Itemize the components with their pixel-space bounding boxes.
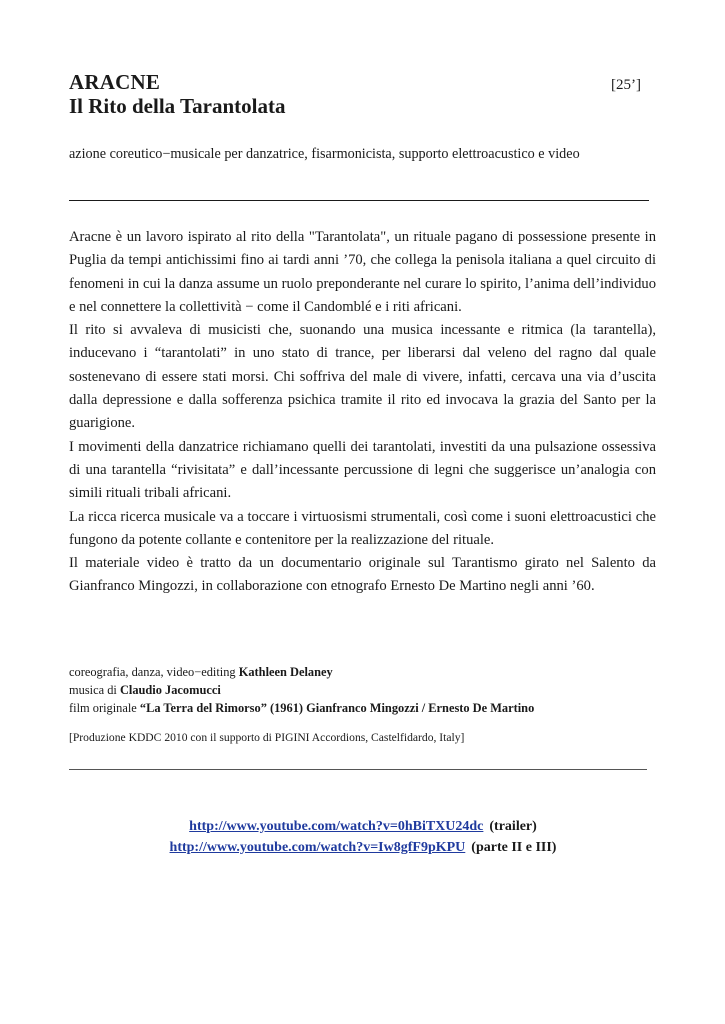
- divider-bottom: [69, 769, 647, 770]
- youtube-link-trailer[interactable]: http://www.youtube.com/watch?v=0hBiTXU24dc: [189, 819, 484, 834]
- credit-music-name: Claudio Jacomucci: [119, 682, 221, 697]
- work-description: azione coreutico−musicale per danzatrice, fisarmonicista, supporto elettroacustico e video: [69, 146, 580, 162]
- paragraph-ritual: Il rito si avvaleva di musicisti che, suonando una musica incessante e ritmica (la tarantella), inducevano i “tarantolati” in uno stato di trance, per liberarsi dal veleno del ragno dal quale sostenevano di essere stati morsi. Chi soffriva del male di vivere, infatti, cercava una via d’uscita dalla depressione e dalla sofferenza psichica tramite il rito ed invocava la grazia del Santo per la guarigione.: [69, 322, 656, 432]
- title-row: [69, 70, 641, 95]
- credit-music: [69, 682, 534, 700]
- credits: [69, 664, 534, 717]
- paragraph-intro: Aracne è un lavoro ispirato al rito della "Tarantolata", un rituale pagano di possessione presente in Puglia da tempi antichissimi fino ai tardi anni ’70, che collega la penisola italiana a quel circuito di fenomeni in cui la danza assume un ruolo preponderante nel curare lo spirito, l’anima dell’individuo e nel connettere la collettività − come il Candomblé e i riti africani.: [69, 229, 656, 315]
- paragraph-music: La ricca ricerca musicale va a toccare i virtuosismi strumentali, così come i suoni elettroacustici che fungono da potente collante e contenitore per la realizzazione del rituale.: [69, 508, 656, 548]
- youtube-link-parts[interactable]: http://www.youtube.com/watch?v=Iw8gfF9pKPU: [169, 840, 466, 855]
- link-row-trailer: [69, 816, 657, 837]
- link-row-parts: [69, 837, 657, 858]
- credit-choreography: [69, 664, 534, 682]
- production-note: [Produzione KDDC 2010 con il supporto di PIGINI Accordions, Castelfidardo, Italy]: [69, 731, 465, 744]
- credit-film: [69, 700, 534, 718]
- work-subtitle: Il Rito della Tarantolata: [69, 94, 286, 118]
- credit-music-label: musica di: [69, 682, 120, 697]
- duration-label: [25’]: [611, 77, 641, 93]
- paragraph-video: Il materiale video è tratto da un documentario originale sul Tarantismo girato nel Salento da Gianfranco Mingozzi, in collaborazione con etnografo Ernesto De Martino negli anni ’60.: [69, 555, 656, 595]
- body-text: [69, 226, 656, 599]
- work-title: ARACNE: [69, 70, 161, 94]
- video-links: [69, 816, 657, 858]
- paragraph-movements: I movimenti della danzatrice richiamano quelli dei tarantolati, investiti da una pulsazione ossessiva di una tarantella “rivisitata” e dall’incessante percussione di legni che suggerisce un’analogia con simili rituali tribali africani.: [69, 438, 656, 502]
- link-note-trailer: (trailer): [489, 819, 537, 834]
- credit-choreography-name: Kathleen Delaney: [238, 665, 333, 679]
- credit-film-name: “La Terra del Rimorso” (1961) Gianfranco Mingozzi / Ernesto De Martino: [139, 700, 535, 715]
- credit-film-label: film originale: [69, 700, 140, 715]
- credit-choreography-label: coreografia, danza, video−editing: [69, 665, 239, 679]
- divider-top: [69, 200, 649, 201]
- link-note-parts: (parte II e III): [471, 840, 557, 855]
